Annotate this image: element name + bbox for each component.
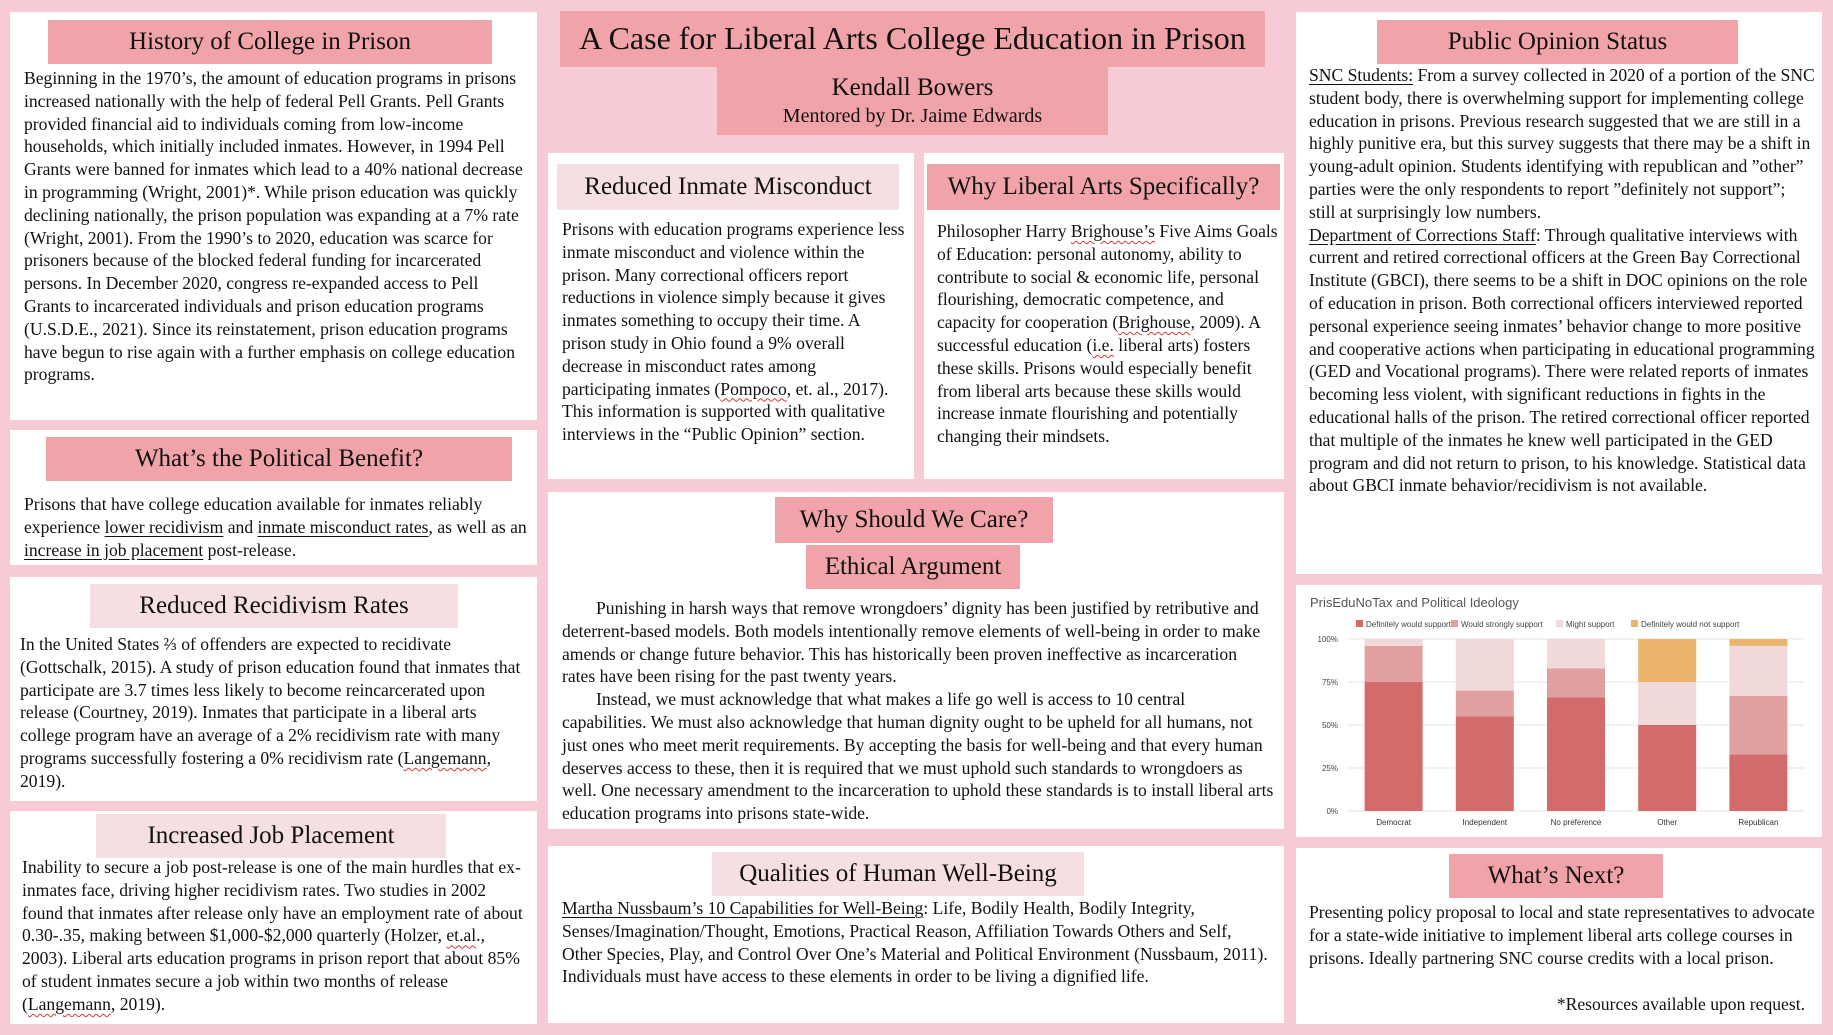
legend-swatch — [1631, 620, 1638, 627]
liberal-heading: Why Liberal Arts Specifically? — [927, 164, 1280, 210]
y-tick-label: 100% — [1317, 635, 1338, 644]
political-lower-recidivism: lower recidivism — [104, 516, 224, 537]
legend-label: Definitely would support — [1366, 620, 1451, 629]
bar-segment — [1638, 639, 1696, 682]
bar-segment — [1638, 725, 1696, 811]
next-body: Presenting policy proposal to local and state representatives to advocate for a state-wide initiative to implement liberal arts college courses in prisons. Ideally partnering SNC course credits with a local prison. — [1309, 902, 1815, 968]
y-tick-label: 25% — [1321, 764, 1338, 773]
bar-segment — [1729, 646, 1787, 696]
political-text: , as well as an — [428, 516, 527, 537]
job-heading: Increased Job Placement — [96, 814, 446, 858]
liberal-text: Five Aims Goals of Education: personal autonomy, ability to contribute to social & economic life, personal flourishing, democratic competence, and capacity for cooperation ( — [937, 221, 1278, 333]
wellbeing-body — [562, 897, 1274, 988]
liberal-body — [937, 220, 1279, 448]
bar-segment — [1729, 754, 1787, 811]
job-citation: Langemann — [27, 993, 111, 1014]
care-body — [562, 597, 1274, 825]
job-text: , 2019). — [110, 993, 166, 1014]
x-tick-label: Democrat — [1376, 818, 1411, 827]
recidivism-text: In the United States ⅔ of offenders are expected to recidivate (Gottschalk, 2015). A study of prison education found that inmates that participate are 3.7 times less likely to become reincarcerated upon release (Courtney, 2019). Inmates that participate in a liberal arts college program have an average of a 2% recidivism rate with many programs successfully fostering a 0% recidivism rate ( — [20, 634, 521, 768]
care-subheading: Ethical Argument — [806, 545, 1020, 589]
job-text: ., 2003). Liberal arts education programs in prison report that about 85% of student inmates secure a job within two months of release ( — [22, 925, 520, 1014]
opinion-text: From a survey collected in 2020 of a portion of the SNC student body, there is overwhelming support for implementing college education in prisons. Previous research suggested that we are still in a highly punitive era, but this survey suggests that there may be a shift in young-adult opinion. Students identifying with republican and ”other” parties were the only respondents to report ”definitely not support”; still at surprisingly low numbers. — [1309, 65, 1815, 222]
political-text: and — [223, 516, 258, 537]
political-text: Prisons that have college education available for inmates reliably experience — [24, 494, 483, 537]
legend-label: Definitely would not support — [1641, 620, 1740, 629]
liberal-text: liberal arts) fosters these skills. Prisons would especially benefit from liberal arts because these skills would increase inmate flourishing and potentially changing their mindsets. — [937, 334, 1252, 447]
legend-swatch — [1356, 620, 1363, 627]
care-para-1-text: Punishing in harsh ways that remove wrongdoers’ dignity has been justified by retributive and deterrent-based models. Both models intentionally remove elements of well-being in order to make amends or change future behavior. This has historically been proven ineffective as incarceration rates have been rising for the past twenty years. — [562, 598, 1261, 687]
x-tick-label: Other — [1657, 818, 1678, 827]
poster-title — [560, 11, 1265, 67]
mentor-line: Mentored by Dr. Jaime Edwards — [782, 105, 1043, 128]
opinion-body — [1309, 64, 1816, 497]
political-inmate-misconduct: inmate misconduct rates — [257, 516, 429, 537]
x-tick-label: Independent — [1462, 818, 1508, 827]
misconduct-text: Prisons with education programs experience less inmate misconduct and violence within the prison. Many correctional officers report reductions in violence simply because it gives inmates something to occupy their time. A prison study in Ohio found a 9% overall decrease in misconduct rates among participating inmates ( — [562, 219, 905, 399]
recidivism-citation: Langemann — [403, 747, 487, 768]
history-body: Beginning in the 1970’s, the amount of education programs in prisons increased nationally with the help of federal Pell Grants. Pell Grants provided financial aid to individuals coming from low-income households, which initially included inmates. However, in 1994 Pell Grants were banned for inmates which lead to a 40% national decrease in programming (Wright, 2001)*. While prison education was quickly declining nationally, the prison population was expanding at a 7% rate (Wright, 2001). From the 1990’s to 2020, education was scarce for prisoners because of the blocked federal funding for incarcerated persons. In December 2020, congress re-expanded access to Pell Grants to incarcerated individuals and prison education programs (U.S.D.E., 2021). Since its reinstatement, prison education programs have begun to rise again with a further emphasis on college education programs. — [24, 68, 523, 385]
chart-title: PrisEduNoTax and Political Ideology — [1310, 595, 1519, 610]
bar-segment — [1547, 639, 1605, 668]
bar-segment — [1365, 646, 1423, 682]
misconduct-citation: Pompoco — [720, 378, 787, 399]
care-para-2 — [562, 688, 1274, 825]
doc-staff-label: Department of Corrections Staff — [1309, 224, 1536, 245]
political-text: post-release. — [203, 539, 297, 560]
poster-title-text: A Case for Liberal Arts College Education in Prison — [579, 20, 1246, 57]
political-job-placement: increase in job placement — [24, 539, 204, 560]
legend-label: Would strongly support — [1461, 620, 1543, 629]
legend-swatch — [1451, 620, 1458, 627]
liberal-text: , 2009). A successful education ( — [937, 312, 1260, 355]
legend-swatch — [1556, 620, 1563, 627]
bar-segment — [1456, 639, 1514, 691]
care-heading: Why Should We Care? — [775, 497, 1053, 543]
opinion-heading: Public Opinion Status — [1377, 20, 1738, 64]
care-para-2-text: Instead, we must acknowledge that what makes a life go well is access to 10 central capabilities. We must also acknowledge that human dignity ought to be upheld for all humans, not just ones who meet merit requirements. By accepting the basis for well-being and that every human deserves access to these, then it is required that we must uphold such standards to wrongdoers as well. One necessary amendment to the incarceration to uphold these standards is to install liberal arts education programs into prisons state-wide. — [562, 689, 1274, 824]
snc-students-label: SNC Students: — [1309, 65, 1414, 85]
bar-segment — [1729, 696, 1787, 754]
liberal-ie: i.e. — [1092, 334, 1114, 355]
nussbaum-title: Martha Nussbaum’s 10 Capabilities for Well-Being — [562, 898, 924, 918]
liberal-name: Brighouse’s — [1070, 221, 1155, 241]
y-tick-label: 0% — [1326, 807, 1338, 816]
bar-segment — [1729, 639, 1787, 646]
bar-segment — [1456, 691, 1514, 717]
political-body — [24, 493, 529, 561]
liberal-text: Philosopher Harry — [937, 221, 1071, 241]
history-heading: History of College in Prison — [48, 20, 492, 64]
resources-note: *Resources available upon request. — [1556, 994, 1805, 1014]
bar-segment — [1547, 668, 1605, 697]
recidivism-text: , 2019). — [20, 747, 491, 791]
bar-segment — [1456, 716, 1514, 811]
legend-label: Might support — [1566, 620, 1615, 629]
misconduct-body — [562, 218, 907, 446]
wellbeing-heading: Qualities of Human Well-Being — [712, 852, 1084, 896]
author-block — [717, 66, 1108, 135]
y-tick-label: 75% — [1321, 678, 1338, 687]
opinion-text: : Through qualitative interviews with current and retired correctional officers at the Green Bay Correctional Institute (GBCI), there seems to be a shift in DOC opinions on the role of education in prison. Both correctional officers interviewed reported personal experience seeing inmates’ behavior change to more positive and cooperative actions when participating in educational programming (GED and Vocational programs). There were related reports of inmates becoming less violent, with significant reductions in fights in the educational halls of the prison. The retired correctional officer reported that multiple of the inmates he knew well participated in the GED program and did not return to prison, to his knowledge. Statistical data about GBCI inmate behavior/recidivism is not available. — [1309, 224, 1815, 496]
next-heading: What’s Next? — [1449, 854, 1663, 898]
wellbeing-text: : Life, Bodily Health, Bodily Integrity, Senses/Imagination/Thought, Emotions, Practical Reason, Affiliation Towards Others and Self, Other Species, Play, and Control Over One’s Material and Political Environment (Nussbaum, 2011). Individuals must have access to these elements in order to be living a dignified life. — [562, 898, 1268, 987]
political-heading: What’s the Political Benefit? — [46, 437, 512, 481]
x-tick-label: Republican — [1738, 818, 1779, 827]
y-tick-label: 50% — [1321, 721, 1338, 730]
job-text: Inability to secure a job post-release is one of the main hurdles that ex-inmates face, driving higher recidivism rates. Two studies in 2002 found that inmates after release only have an employment rate of about 0.30-.35, making between $1,000-$2,000 quarterly (Holzer, — [22, 857, 523, 946]
bar-segment — [1547, 697, 1605, 811]
job-citation: et.al — [446, 925, 477, 946]
bar-segment — [1365, 639, 1423, 646]
bar-segment — [1365, 682, 1423, 811]
recidivism-body — [20, 633, 525, 793]
author-name: Kendall Bowers — [831, 73, 994, 101]
liberal-citation: Brighouse — [1118, 312, 1191, 333]
recidivism-heading: Reduced Recidivism Rates — [90, 584, 458, 628]
bar-segment — [1638, 682, 1696, 725]
x-tick-label: No preference — [1550, 818, 1602, 827]
care-para-1 — [562, 597, 1274, 688]
chart-panel — [1296, 585, 1822, 837]
misconduct-heading: Reduced Inmate Misconduct — [557, 164, 899, 210]
stacked-bar-chart — [1296, 585, 1822, 837]
job-body — [22, 856, 527, 1016]
misconduct-text: , et. al., 2017). This information is supported with qualitative interviews in the “Public Opinion” section. — [562, 378, 889, 445]
